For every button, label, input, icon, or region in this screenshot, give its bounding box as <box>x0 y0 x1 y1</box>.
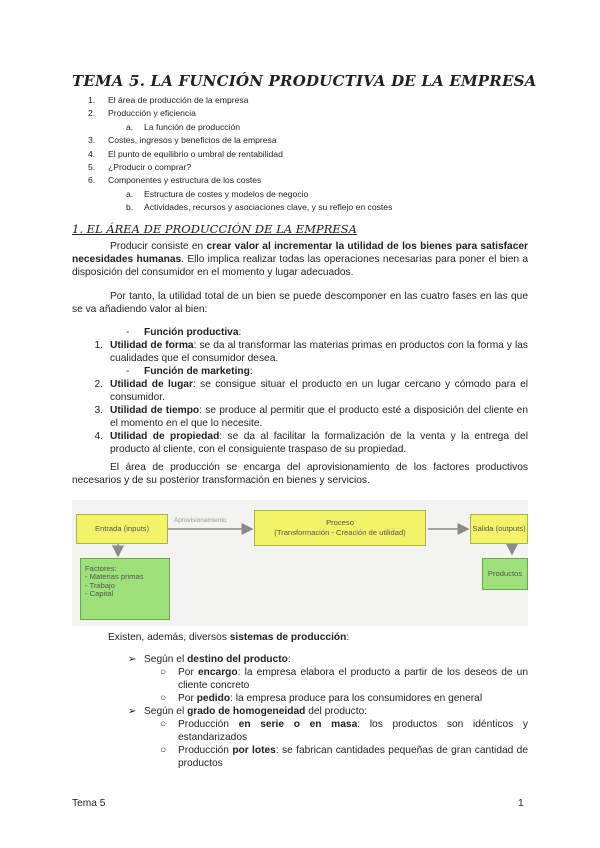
system-text <box>144 653 528 666</box>
system-fragment: : la empresa elabora el producto a partir de los deseos de un cliente concreto <box>178 667 528 691</box>
toc-item <box>88 148 392 161</box>
list-term: Utilidad de lugar <box>110 379 193 390</box>
table-of-contents <box>88 94 392 215</box>
list-term: Utilidad de forma <box>110 340 194 351</box>
production-diagram <box>72 500 528 626</box>
system-criterion <box>128 653 528 666</box>
list-marker: - <box>126 327 130 338</box>
list-term: Utilidad de tiempo <box>110 405 200 416</box>
system-fragment: : la empresa produce para los consumidores en general <box>230 693 483 704</box>
box-productos: Productos <box>482 558 528 590</box>
utility-list <box>72 326 528 456</box>
factor-item: - Materias primas <box>85 572 144 582</box>
factores-title: Factores: <box>85 564 117 573</box>
system-type <box>128 744 528 770</box>
system-text <box>144 705 528 718</box>
list-marker: 4. <box>94 431 103 442</box>
arrow-bullet-icon: ➢ <box>128 654 137 665</box>
list-description: : <box>249 366 253 377</box>
system-criterion <box>128 705 528 718</box>
system-text <box>178 692 528 705</box>
section-heading: 1. EL ÁREA DE PRODUCCIÓN DE LA EMPRESA <box>72 222 357 236</box>
box-salida-label: Salida (outputs) <box>470 514 528 544</box>
system-type <box>128 692 528 705</box>
list-term: Utilidad de propiedad <box>110 431 220 442</box>
system-fragment: Por <box>178 693 197 704</box>
system-term: encargo <box>198 667 238 678</box>
box-factores <box>80 558 170 620</box>
toc-number: 5. <box>88 162 96 173</box>
toc-item <box>88 134 392 147</box>
list-term: Función productiva <box>144 327 239 338</box>
paragraph-producir: Producir consiste en crear valor al incrementar la utilidad de los bienes para satisfacer necesidades humanas. Ello implica realizar todas las operaciones necesarias para poner el bien a disposición del consumidor en el momento y lugar adecuados. <box>72 241 529 278</box>
list-description: : <box>238 327 242 338</box>
system-term: pedido <box>196 693 231 704</box>
list-marker: 3. <box>94 405 103 416</box>
function-heading <box>72 326 528 339</box>
list-text <box>144 365 528 378</box>
toc-text: El área de producción de la empresa <box>108 95 249 105</box>
list-text <box>110 404 528 430</box>
system-fragment: : <box>287 654 291 665</box>
toc-item <box>88 201 392 214</box>
system-term: por lotes <box>232 745 276 756</box>
system-text <box>178 744 528 770</box>
toc-item <box>88 188 392 201</box>
toc-text: Costes, ingresos y beneficios de la empresa <box>108 135 277 146</box>
production-systems-list <box>128 653 528 770</box>
factor-item: - Capital <box>85 589 114 599</box>
system-fragment: del producto: <box>305 706 368 717</box>
paragraph-utilidad: Por tanto, la utilidad total de un bien se puede descomponer en las cuatro fases en las que se va añadiendo valor al bien: <box>72 291 528 315</box>
list-text <box>110 430 528 456</box>
toc-number: a. <box>126 188 134 199</box>
system-fragment: : los productos son idénticos y estandarizados <box>178 719 528 743</box>
utility-item <box>72 430 528 456</box>
arrow-bullet-icon: ➢ <box>128 706 137 717</box>
page-title: TEMA 5. LA FUNCIÓN PRODUCTIVA DE LA EMPRESA <box>72 72 537 90</box>
proceso-title: Proceso <box>326 518 354 527</box>
toc-text: Producción y eficiencia <box>108 108 196 119</box>
box-entrada: Entrada (inputs) <box>76 514 168 544</box>
box-proceso <box>254 510 426 546</box>
list-marker: - <box>126 366 130 377</box>
list-marker: 1. <box>94 340 103 351</box>
system-type <box>128 718 528 744</box>
system-term: grado de homogeneidad <box>187 706 306 717</box>
toc-number: 1. <box>88 95 96 105</box>
toc-item <box>88 174 392 187</box>
toc-item <box>88 161 392 174</box>
system-text <box>178 718 528 744</box>
system-term: destino del producto <box>187 654 288 665</box>
list-text <box>110 378 528 404</box>
system-fragment: Según el <box>144 654 188 665</box>
page-number: 1 <box>518 798 524 809</box>
system-fragment: Producción <box>178 719 239 730</box>
paragraph-sistemas: Existen, además, diversos sistemas de producción: <box>108 632 350 643</box>
system-term: en serie o en masa <box>238 719 358 730</box>
list-term: Función de marketing <box>144 366 250 377</box>
system-fragment: Producción <box>178 745 233 756</box>
toc-number: a. <box>126 121 134 132</box>
toc-text: Componentes y estructura de los costes <box>108 175 262 186</box>
system-fragment: Según el <box>144 706 188 717</box>
list-text <box>110 339 528 365</box>
toc-text: El punto de equilibrio o umbral de rentabilidad <box>108 148 283 159</box>
toc-text: La función de producción <box>144 121 241 132</box>
circle-bullet-icon: ○ <box>160 667 167 678</box>
utility-item <box>72 404 528 430</box>
factor-item: - Trabajo <box>85 580 115 590</box>
list-text <box>144 326 528 339</box>
system-text <box>178 666 528 692</box>
list-marker: 2. <box>94 379 103 390</box>
paragraph-area-produccion: El área de producción se encarga del aprovisionamiento de los factores productivos necesarios y de su posterior transformación en bienes y servicios. <box>72 462 528 486</box>
toc-text: ¿Producir o comprar? <box>108 162 192 173</box>
toc-item <box>88 107 392 120</box>
utility-item <box>72 339 528 365</box>
toc-number: 2. <box>88 108 96 119</box>
circle-bullet-icon: ○ <box>160 693 167 704</box>
list-description: : se da al facilitar la formalización de la venta y la entrega del producto al cliente, con el consiguiente traspaso de su propiedad. <box>110 431 528 455</box>
list-description: : se consigue situar el producto en un lugar cercano y cómodo para el consumidor. <box>110 379 528 403</box>
toc-number: 4. <box>88 148 96 159</box>
toc-number: b. <box>126 202 134 213</box>
function-heading <box>72 365 528 378</box>
arrow-label: Aprovisionamiento <box>174 517 227 524</box>
circle-bullet-icon: ○ <box>160 745 167 756</box>
toc-text: Actividades, recursos y asociaciones clave, y su reflejo en costes <box>144 202 393 213</box>
toc-number: 6. <box>88 175 96 186</box>
utility-item <box>72 378 528 404</box>
list-description: : se da al transformar las materias primas en productos con la forma y las cualidades que el consumidor desea. <box>110 340 529 364</box>
system-type <box>128 666 528 692</box>
toc-item <box>88 94 392 107</box>
footer-label: Tema 5 <box>72 798 106 809</box>
circle-bullet-icon: ○ <box>160 719 167 730</box>
toc-number: 3. <box>88 135 96 146</box>
toc-text: Estructura de costes y modelos de negocio <box>144 188 309 199</box>
toc-item <box>88 121 392 134</box>
list-description: : se produce al permitir que el producto esté a disposición del cliente en el momento en el que lo necesite. <box>110 405 529 429</box>
system-fragment: Por <box>178 667 198 678</box>
system-fragment: : se fabrican cantidades pequeñas de gran cantidad de productos <box>178 745 528 769</box>
proceso-subtitle: (Transformación - Creación de utilidad) <box>274 528 406 537</box>
